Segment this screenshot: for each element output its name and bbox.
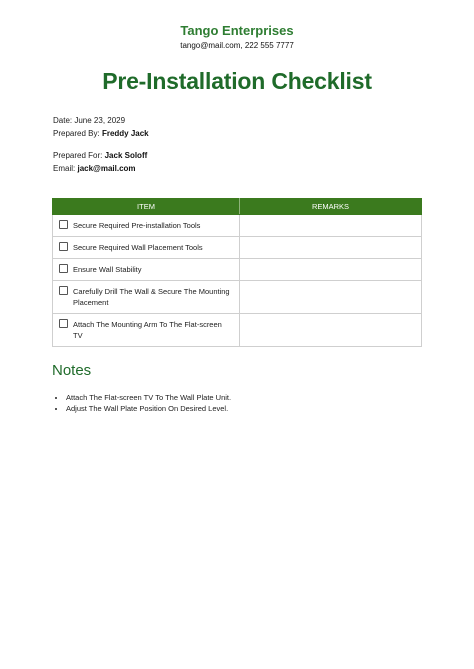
remarks-cell[interactable] (240, 215, 422, 237)
notes-heading: Notes (52, 362, 92, 379)
company-name: Tango Enterprises (180, 23, 294, 38)
meta-block-prepared-for (53, 149, 147, 175)
prepared-by-value: Freddy Jack (101, 129, 149, 138)
table-header-row (53, 199, 422, 215)
list-item: • Adjust The Wall Plate Position On Desired Level. (66, 403, 231, 414)
table-row (53, 281, 422, 314)
table-row (53, 237, 422, 259)
remarks-cell[interactable] (240, 259, 422, 281)
remarks-cell[interactable] (240, 314, 422, 347)
item-text: Carefully Drill The Wall & Secure The Mounting Placement (73, 287, 230, 307)
checkbox[interactable] (59, 286, 68, 295)
page-title: Pre-Installation Checklist (102, 68, 372, 94)
email-line (53, 162, 147, 175)
prepared-by-label: Prepared By: (53, 129, 100, 138)
table-row (53, 215, 422, 237)
item-cell (53, 215, 240, 237)
prepared-for-value: Jack Soloff (104, 151, 148, 160)
item-cell (53, 314, 240, 347)
table-row (53, 314, 422, 347)
item-text: Secure Required Wall Placement Tools (73, 243, 203, 252)
email-label: Email: (53, 164, 76, 173)
item-cell (53, 237, 240, 259)
item-text: Secure Required Pre-installation Tools (73, 221, 201, 230)
table-row (53, 259, 422, 281)
item-cell (53, 259, 240, 281)
item-text: Attach The Mounting Arm To The Flat-screen TV (73, 320, 222, 340)
checkbox[interactable] (59, 242, 68, 251)
item-cell (53, 281, 240, 314)
meta-block-prepared-by (53, 114, 149, 140)
checklist-table (52, 198, 422, 347)
list-item: • Attach The Flat-screen TV To The Wall Plate Unit. (66, 392, 231, 403)
checkbox[interactable] (59, 264, 68, 273)
email-value: jack@mail.com (77, 164, 136, 173)
remarks-cell[interactable] (240, 281, 422, 314)
remarks-cell[interactable] (240, 237, 422, 259)
prepared-for-line (53, 149, 147, 162)
checkbox[interactable] (59, 319, 68, 328)
item-text: Ensure Wall Stability (73, 265, 142, 274)
date-value: June 23, 2029 (74, 116, 126, 125)
column-header-remarks: REMARKS (240, 199, 422, 215)
prepared-for-label: Prepared For: (53, 151, 103, 160)
notes-list (52, 392, 231, 414)
prepared-by-line (53, 127, 149, 140)
date-label: Date: (53, 116, 73, 125)
date-line (53, 114, 149, 127)
company-contact: tango@mail.com, 222 555 7777 (180, 41, 294, 50)
checkbox[interactable] (59, 220, 68, 229)
column-header-item: ITEM (53, 199, 240, 215)
